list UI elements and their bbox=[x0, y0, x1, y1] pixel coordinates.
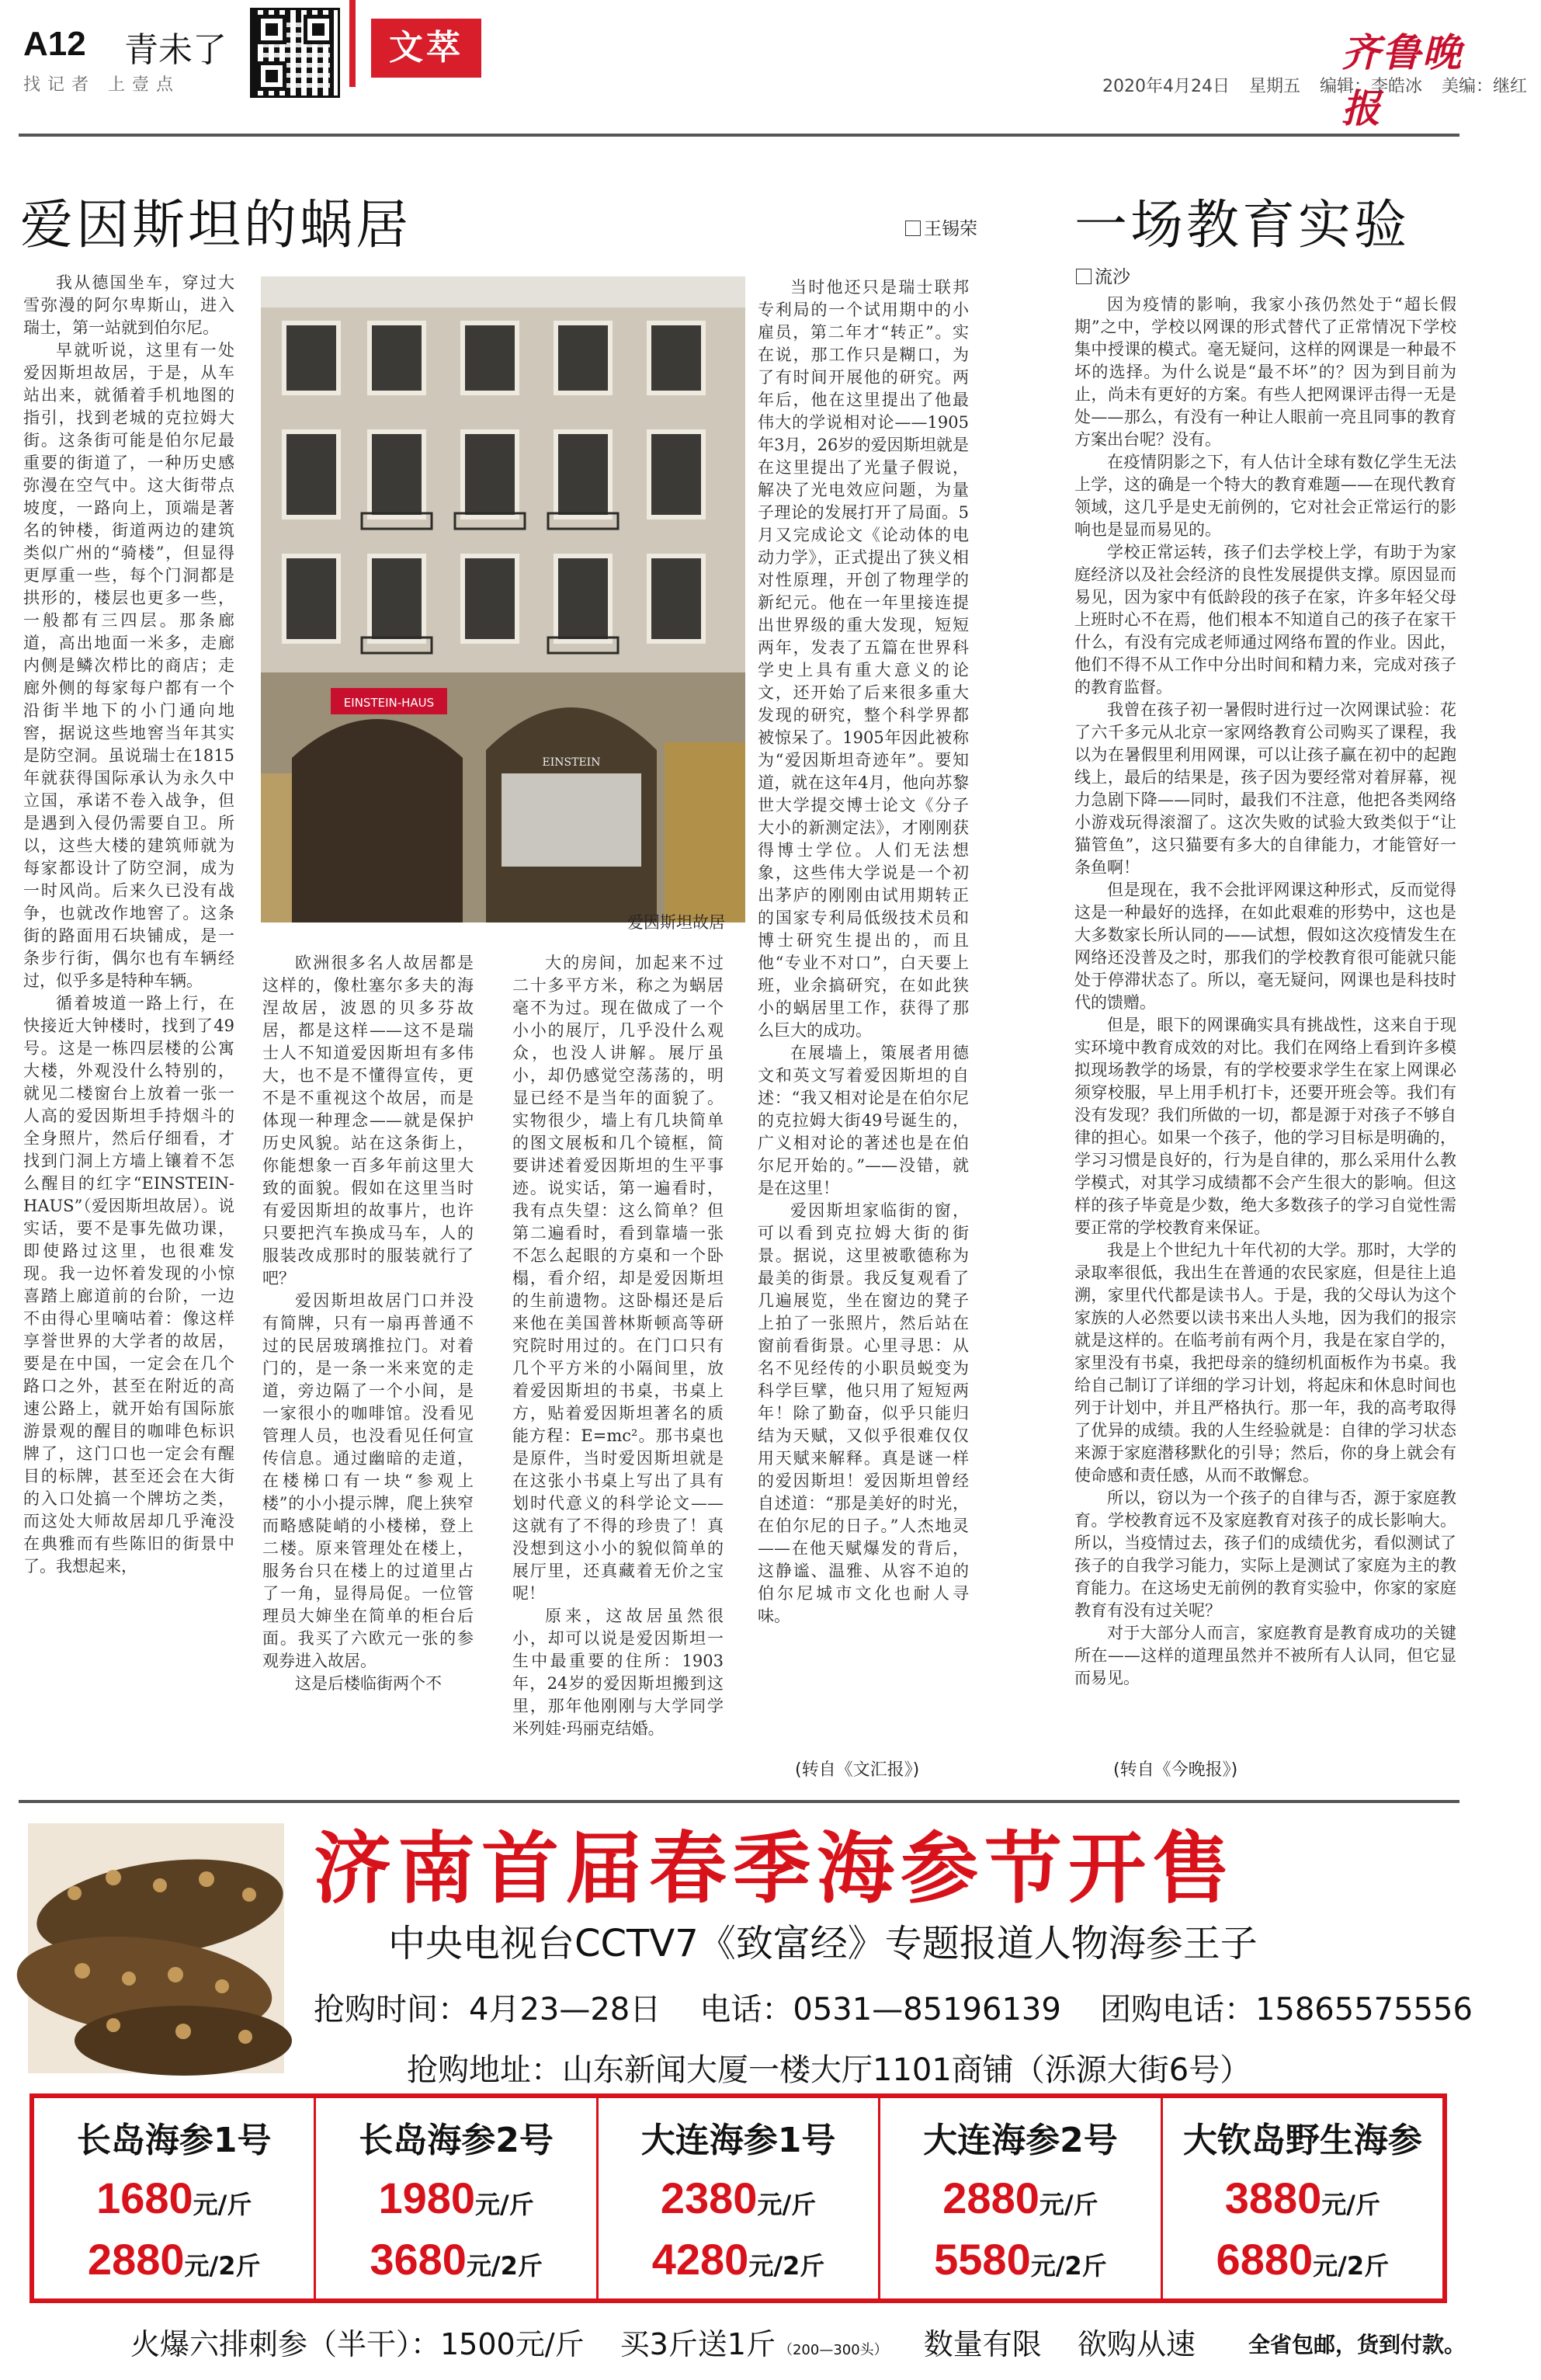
price-value: 5580 bbox=[934, 2235, 1031, 2284]
article-column-1 bbox=[23, 272, 234, 1786]
price-value: 3680 bbox=[370, 2235, 467, 2284]
qr-code-icon[interactable] bbox=[250, 8, 340, 98]
paragraph: 我是上个世纪九十年代初的大学。那时，大学的录取率很低，我出生在普通的农民家庭，但是往上追溯，家里代代都是读书人。于是，我的父母认为这个家族的人必然要以读书来出人头地，因为我们的报宗就是这样的。在临考前有两个月，我是在家自学的，家里没有书桌，我把母亲的缝纫机面板作为书桌。我给自己制订了详细的学习计划，将起床和休息时间也列于计划中，并且严格执行。那一年，我的高考取得了优异的成绩。我的人生经验就是：自律的学习状态来源于家庭潜移默化的引导；然后，你的身上就会有使命感和责任感，从而不敢懈怠。 bbox=[1074, 1241, 1456, 1485]
price-card bbox=[1163, 2098, 1442, 2298]
sea-cucumber-photo bbox=[28, 1823, 284, 2073]
ad-address: 抢购地址：山东新闻大厦一楼大厅1101商铺（泺源大街6号） bbox=[407, 2052, 1251, 2088]
paragraph: 当时他还只是瑞士联邦专利局的一个试用期中的小雇员，第二年才“转正”。实在说，那工作只是糊口，为了有时间开展他的研究。两年后，他在这里提出了他最伟大的学说相对论——1905年3月，26岁的爱因斯坦就是在这里提出了光量子假说，解决了光电效应问题，为量子理论的发展打开了局面。5月又完成论文《论动体的电动力学》，正式提出了狭义相对性原理，开创了物理学的新纪元。他在一年里接连提出世界级的重大发现，短短两年，发表了五篇在世界科学史上具有重大意义的论文，还开始了后来很多重大发现的研究，整个科学界都被惊呆了。1905年因此被称为“爱因斯坦奇迹年”。要知道，就在这年4月，他向苏黎世大学提交博士论文《分子大小的新测定法》，才刚刚获得博士学位。人们无法想象，这些伟大学说是一个初出茅庐的刚刚由试用期转正的国家专利局低级技术员和博士研究生提出的，而且他“专业不对口”，白天要上班，业余搞研究，在如此狭小的蜗居里工作，获得了那么巨大的成功。 bbox=[758, 278, 969, 1040]
price-value: 6880 bbox=[1216, 2235, 1314, 2284]
paragraph: 我曾在孩子初一暑假时进行过一次网课试验：花了六千多元从北京一家网络教育公司购买了课程，我以为在暑假里利用网课，可以让孩子赢在初中的起跑线上，最后的结果是，孩子因为要经常对着屏幕，视力急剧下降——同时，最我们不注意，他把各类网络小游戏玩得滚溜了。这次失败的试验大致类似于“让猫管鱼”，这只猫要有多大的自律能力，才能管好一条鱼啊！ bbox=[1074, 700, 1456, 877]
ad-sale-time: 抢购时间：4月23—28日 bbox=[314, 1992, 661, 2027]
paragraph: 学校正常运转，孩子们去学校上学，有助于为家庭经济以及社会经济的良性发展提供支撑。原因显而易见，因为家中有低龄段的孩子在家，许多年轻父母上班时心不在焉，他们根本不知道自己的孩子在家干什么，有没有完成老师通过网络布置的作业。因此，他们不得不从工作中分出时间和精力来，完成对孩子的教育监督。 bbox=[1074, 543, 1456, 697]
byline-box-icon bbox=[1076, 269, 1092, 284]
product-name: 大连海参1号 bbox=[640, 2121, 836, 2160]
price-unit: 元/2斤 bbox=[1030, 2251, 1107, 2281]
article-column-3 bbox=[512, 952, 724, 1783]
byline-education bbox=[1076, 262, 1130, 288]
paragraph: 因为疫情的影响，我家小孩仍然处于“超长假期”之中，学校以网课的形式替代了正常情况下学校集中授课的模式。毫无疑问，这样的网课是一种最不坏的选择。为什么说是“最不坏”的？因为到目前为止，尚未有更好的方案。有些人把网课评击得一无是处——那么，有没有一种让人眼前一亮且同事的教育方案出台呢？没有。 bbox=[1074, 295, 1456, 449]
price-per-jin bbox=[599, 2173, 878, 2223]
ad-divider bbox=[19, 1800, 1459, 1803]
byline-box-icon bbox=[905, 221, 921, 236]
byline-author: 流沙 bbox=[1095, 267, 1130, 287]
price-value: 1680 bbox=[96, 2173, 193, 2222]
price-per-jin bbox=[316, 2173, 595, 2223]
product-name: 大钦岛野生海参 bbox=[1182, 2121, 1422, 2160]
header-meta bbox=[1102, 73, 1541, 97]
issue-date: 2020年4月24日 bbox=[1102, 77, 1230, 96]
price-value: 2380 bbox=[660, 2173, 758, 2222]
ad-phone[interactable]: 电话：0531—85196139 bbox=[699, 1992, 1061, 2027]
promo-item: 买3斤送1斤 bbox=[620, 2327, 776, 2361]
price-per-2jin bbox=[1163, 2234, 1442, 2284]
ad-promo-line bbox=[130, 2320, 1222, 2363]
price-per-jin bbox=[1163, 2173, 1442, 2223]
promo-item: 欲购从速 bbox=[1077, 2327, 1196, 2361]
paragraph: 爱因斯坦家临街的窗，可以看到克拉姆大街的街景。据说，这里被歌德称为最美的街景。我反复观看了几遍展览，坐在窗边的凳子上拍了一张照片，然后站在窗前看街景。心里寻思：从名不见经传的小职员蜕变为科学巨擘，他只用了短短两年！除了勤奋，似乎只能归结为天赋，又似乎很难仅仅用天赋来解释。真是谜一样的爱因斯坦！爱因斯坦曾经自述道：“那是美好的时光，在伯尔尼的日子。”人杰地灵——在他天赋爆发的背后，这静谧、温雅、从容不迫的伯尔尼城市文化也耐人寻味。 bbox=[758, 1201, 969, 1625]
ad-subtitle: 中央电视台CCTV7《致富经》专题报道人物海参王子 bbox=[388, 1922, 1258, 1965]
paragraph: 但是，眼下的网课确实具有挑战性，这来自于现实环境中教育成效的对比。我们在网络上看到许多模拟现场教学的场景，有的学校要求学生在家上网课必须穿校服，早上用手机打卡，还要开班会等。我们有没有发现？我们所做的一切，都是源于对孩子不够自律的担心。如果一个孩子，他的学习目标是明确的，学习习惯是良好的，行为是自律的，那么采用什么教学模式，对其学习成绩都不会产生很大的影响。但这样的孩子毕竟是少数，绝大多数孩子的学习自觉性需要正常的学校教育来保证。 bbox=[1074, 1016, 1456, 1237]
article-column-4 bbox=[758, 276, 969, 1752]
price-value: 3880 bbox=[1224, 2173, 1322, 2222]
price-card bbox=[316, 2098, 598, 2298]
page-number: A12 bbox=[23, 25, 86, 63]
price-value: 2880 bbox=[87, 2235, 185, 2284]
price-card bbox=[599, 2098, 880, 2298]
header-accent-bar bbox=[349, 0, 356, 87]
price-unit: 元/斤 bbox=[757, 2190, 817, 2219]
paragraph: 在疫情阴影之下，有人估计全球有数亿学生无法上学，这的确是一个特大的教育难题——在现代教育领域，这几乎是史无前例的，它对社会正常运行的影响也是显而易见的。 bbox=[1074, 453, 1456, 539]
paragraph: 但是现在，我不会批评网课这种形式，反而觉得这是一种最好的选择，在如此艰难的形势中，这也是大多数家长所认同的——试想，假如这次疫情发生在网络还没普及之时，那我们的学校教育很可能就只能处于停滞状态了。所以，毫无疑问，网课也是科技时代的馈赠。 bbox=[1074, 881, 1456, 1012]
price-table bbox=[30, 2093, 1447, 2303]
sea-cucumber-illustration bbox=[28, 1823, 284, 2073]
paragraph: 这是后楼临街两个不 bbox=[295, 1674, 442, 1693]
price-per-2jin bbox=[599, 2234, 878, 2284]
price-card bbox=[34, 2098, 316, 2298]
price-per-2jin bbox=[316, 2234, 595, 2284]
ad-group-phone[interactable]: 团购电话：15865575556 bbox=[1099, 1992, 1473, 2027]
price-value: 4280 bbox=[651, 2235, 749, 2284]
paragraph: 爱因斯坦故居门口并没有简牌，只有一扇再普通不过的民居玻璃推拉门。对着门的，是一条一米来宽的走道，旁边隔了一个小间，是一家很小的咖啡馆。没看见管理人员，也没看见任何宣传信息。通过幽暗的走道，在楼梯口有一块“参观上楼”的小小提示牌，爬上狭窄而略感陡峭的小楼梯，登上二楼。原来管理处在楼上，服务台只在楼上的过道里占了一角，显得局促。一位管理员大婶坐在简单的柜台后面。我买了六欧元一张的参观券进入故居。 bbox=[262, 1291, 474, 1670]
price-per-jin bbox=[880, 2173, 1160, 2223]
price-per-jin bbox=[34, 2173, 314, 2223]
price-unit: 元/2斤 bbox=[184, 2251, 261, 2281]
paragraph: 早就听说，这里有一处爱因斯坦故居，于是，从车站出来，就循着手机地图的指引，找到老城的克拉姆大街。这条街可能是伯尔尼最重要的街道了，一种历史感弥漫在空气中。这大街带点坡度，一路向上，顶端是著名的钟楼，街道两边的建筑类似广州的“骑楼”，但显得更厚重一些，每个门洞都是拱形的，楼层也更多一些，一般都有三四层。那条廊道，高出地面一米多，走廊内侧是鳞次栉比的商店；走廊外侧的每家每户都有一个沿街半地下的小门通向地窖，据说这些地窖当年其实是防空洞。虽说瑞士在1815年就获得国际承认为永久中立国，承诺不卷入战争，但是遇到入侵仍需要自卫。所以，这些大楼的建筑师就为每家都设计了防空洞，成为一时风尚。后来久已没有战争，也就改作地窖了。这条街的路面用石块铺成，是一条步行街，偶尔也有车辆经过，似乎多是特种车辆。 bbox=[23, 341, 234, 990]
price-per-2jin bbox=[34, 2234, 314, 2284]
section-name: 青未了 bbox=[124, 30, 227, 70]
article-title-einstein: 爱因斯坦的蜗居 bbox=[20, 195, 412, 256]
ad-contact-line bbox=[314, 1985, 1473, 2029]
paragraph: 循着坡道一路上行，在快接近大钟楼时，找到了49号。这是一栋四层楼的公寓大楼，外观没什么特别的，就见二楼窗台上放着一张一人高的爱因斯坦手持烟斗的全身照片，然后仔细看，才找到门洞上方墙上镶着不怎么醒目的红字“EINSTEIN-HAUS”（爱因斯坦故居）。说实话，要不是事先做功课，即使路过这里，也很难发现。我一边怀着发现的小惊喜踏上廊道前的台阶，一边不由得心里嘀咕着：像这样享誉世界的大学者的故居，要是在中国，一定会在几个路口之外，甚至在附近的高速公路上，就开始有国际旅游景观的醒目的咖啡色标识牌了，这门口也一定会有醒目的标牌，甚至还会在大街的入口处搞一个牌坊之类，而这处大师故居却几乎淹没在典雅而有些陈旧的街景中了。我想起来， bbox=[23, 994, 234, 1576]
paragraph: 对于大部分人而言，家庭教育是教育成功的关键所在——这样的道理虽然并不被所有人认同，但它显而易见。 bbox=[1074, 1624, 1456, 1687]
source-credit-education: (转自《今晚报》) bbox=[1113, 1760, 1238, 1780]
editor-credit: 编辑：李皓冰 bbox=[1320, 77, 1423, 96]
paragraph: 原来，这故居虽然很小，却可以说是爱因斯坦一生中最重要的住所：1903年，24岁的爱因斯坦搬到这里，那年他刚刚与大学同学米列娃·玛丽克结婚。 bbox=[512, 1607, 724, 1738]
price-value: 1980 bbox=[378, 2173, 476, 2222]
photo-sign-einstein: EINSTEIN bbox=[542, 756, 601, 769]
ad-shipping-note: 全省包邮，货到付款。 bbox=[1248, 2332, 1466, 2357]
promo-note: （200—300头） bbox=[778, 2342, 888, 2358]
slogan: 找记者 上壹点 bbox=[23, 75, 180, 95]
price-unit: 元/斤 bbox=[1321, 2190, 1380, 2219]
paragraph: 我从德国坐车，穿过大雪弥漫的阿尔卑斯山，进入瑞士，第一站就到伯尔尼。 bbox=[23, 273, 234, 337]
promo-item: 数量有限 bbox=[923, 2327, 1042, 2361]
price-unit: 元/2斤 bbox=[748, 2251, 825, 2281]
paragraph: 在展墙上，策展者用德文和英文写着爱因斯坦的自述：“我又相对论是在伯尔尼的克拉姆大街49号诞生的，广义相对论的著述也是在伯尔尼开始的。”——没错，就是在这里！ bbox=[758, 1044, 969, 1197]
product-name: 长岛海参1号 bbox=[76, 2121, 272, 2160]
article-title-education: 一场教育实验 bbox=[1074, 195, 1411, 256]
article-column-right bbox=[1074, 294, 1456, 1752]
source-credit-einstein: (转自《文汇报》) bbox=[795, 1760, 920, 1780]
price-per-2jin bbox=[880, 2234, 1160, 2284]
price-unit: 元/斤 bbox=[1039, 2190, 1098, 2219]
product-name: 长岛海参2号 bbox=[359, 2121, 554, 2160]
einstein-house-photo bbox=[261, 276, 745, 922]
header-divider bbox=[19, 134, 1459, 137]
promo-item: 火爆六排刺参（半干）：1500元/斤 bbox=[130, 2327, 585, 2361]
section-tag: 文萃 bbox=[371, 19, 481, 78]
photo-sign-einstein-haus: EINSTEIN-HAUS bbox=[343, 696, 435, 710]
price-unit: 元/斤 bbox=[475, 2190, 534, 2219]
building-illustration bbox=[261, 276, 745, 922]
price-value: 2880 bbox=[942, 2173, 1039, 2222]
price-card bbox=[880, 2098, 1162, 2298]
price-unit: 元/2斤 bbox=[466, 2251, 543, 2281]
byline-author: 王锡荣 bbox=[924, 219, 977, 239]
ad-headline: 济南首届春季海参节开售 bbox=[314, 1823, 1236, 1914]
byline-einstein bbox=[905, 214, 977, 240]
product-name: 大连海参2号 bbox=[923, 2121, 1118, 2160]
price-unit: 元/斤 bbox=[193, 2190, 252, 2219]
article-column-2 bbox=[262, 952, 474, 1783]
price-unit: 元/2斤 bbox=[1313, 2251, 1390, 2281]
paragraph: 大的房间，加起来不过二十多平方米，称之为蜗居毫不为过。现在做成了一个小小的展厅，几乎没什么观众，也没人讲解。展厅虽小，却仍感觉空荡荡的，明显已经不是当年的面貌了。实物很少，墙上有几块简单的图文展板和几个镜框，简要讲述着爱因斯坦的生平事迹。说实话，第一遍看时，我有点失望：这么简单？但第二遍看时，看到靠墙一张不怎么起眼的方桌和一个卧榻，看介绍，却是爱因斯坦的生前遗物。这卧榻还是后来他在美国普林斯顿高等研究院时用过的。在门口只有几个平方米的小隔间里，放着爱因斯坦的书桌，书桌上方，贴着爱因斯坦著名的质能方程：E=mc²。那书桌也是原件，当时爱因斯坦就是在这张小书桌上写出了具有划时代意义的科学论文——这就有了不得的珍贵了！真没想到这小小的貌似简单的展厅里，还真藏着无价之宝呢！ bbox=[512, 954, 724, 1603]
newspaper-masthead: 齐鲁晚报 bbox=[1341, 30, 1463, 131]
designer-credit: 美编：继红 bbox=[1442, 77, 1528, 96]
paragraph: 所以，窃以为一个孩子的自律与否，源于家庭教育。学校教育远不及家庭教育对孩子的成长影响大。所以，当疫情过去，孩子们的成绩优劣，看似测试了孩子的自我学习能力，实际上是测试了家庭为主的教育能力。在这场史无前例的教育实验中，你家的家庭教育有没有过关呢？ bbox=[1074, 1489, 1456, 1620]
issue-weekday: 星期五 bbox=[1248, 77, 1300, 96]
paragraph: 欧洲很多名人故居都是这样的，像杜塞尔多夫的海涅故居，波恩的贝多芬故居，都是这样——这不是瑞士人不知道爱因斯坦有多伟大，也不是不懂得宣传，更不是不重视这个故居，而是体现一种理念——就是保护历史风貌。站在这条街上，你能想象一百多年前这里大致的面貌。假如在这里当时有爱因斯坦的故事片，也许只要把汽车换成马车，人的服装改成那时的服装就行了吧？ bbox=[262, 954, 474, 1287]
photo-caption: 爱因斯坦故居 bbox=[627, 913, 725, 932]
